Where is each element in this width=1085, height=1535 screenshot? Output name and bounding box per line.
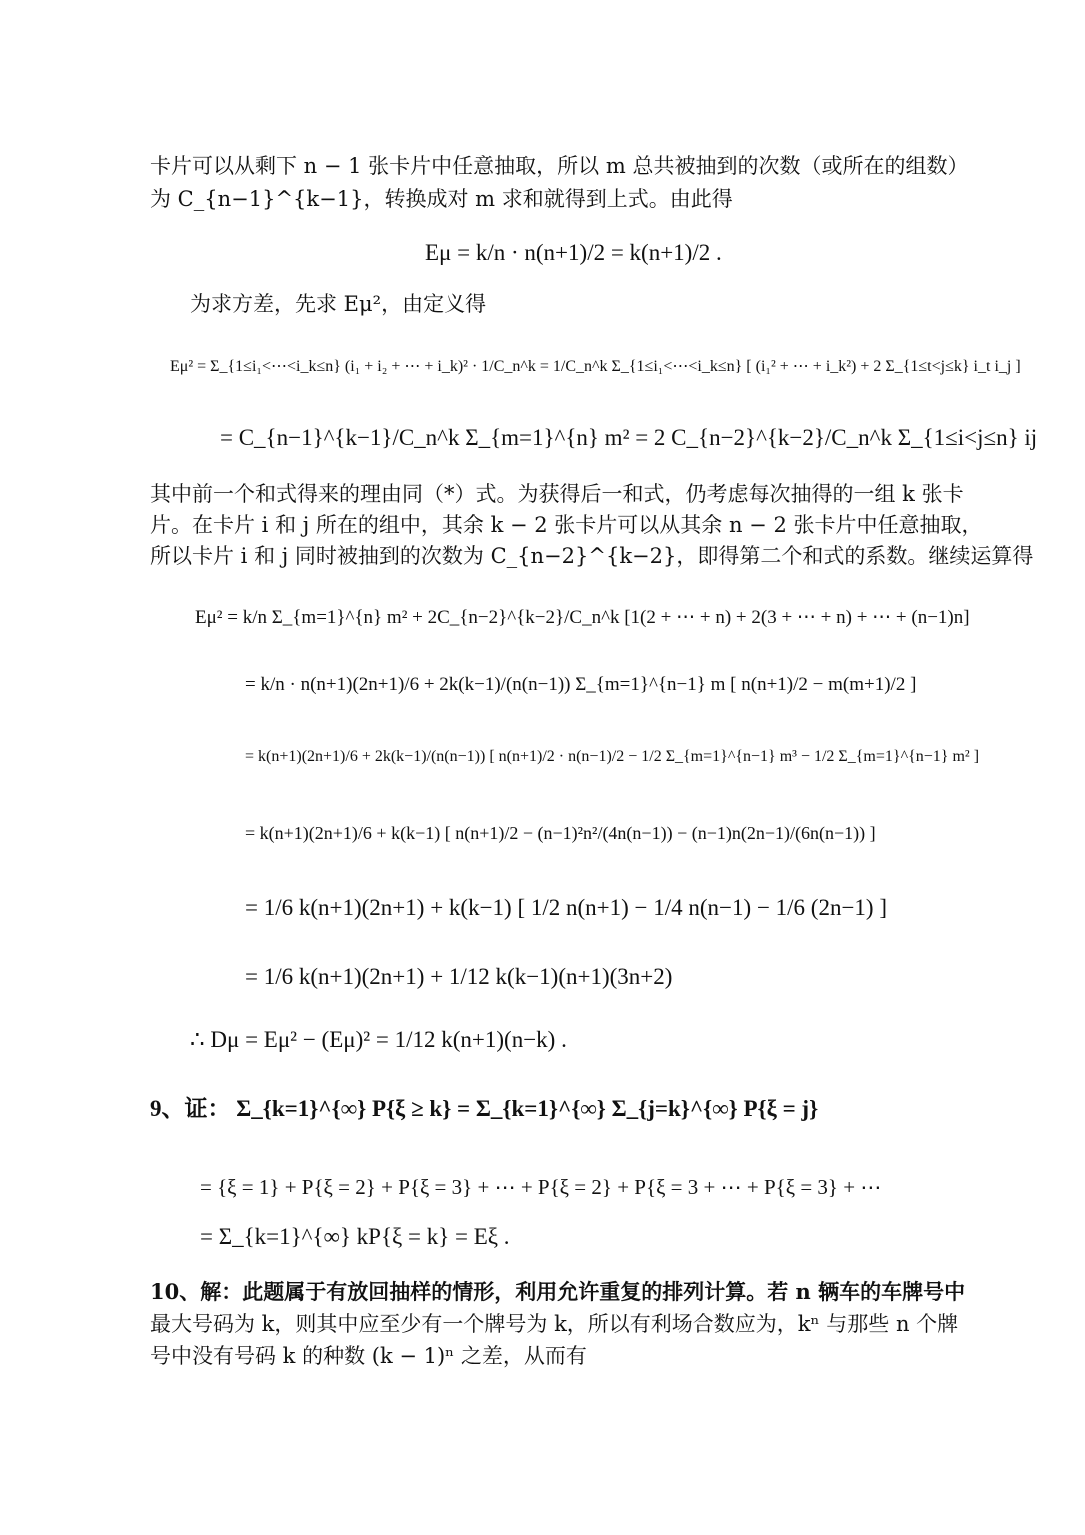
text-line: 为求方差，先求 Eμ²，由定义得 bbox=[190, 292, 487, 316]
formula-line: = 1/6 k(n+1)(2n+1) + k(k−1) [ 1/2 n(n+1) − 1/4 n(n−1) − 1/6 (2n−1) ] bbox=[245, 895, 888, 920]
problem-9-line: 9、证： Σ_{k=1}^{∞} P{ξ ≥ k} = Σ_{k=1}^{∞} Σ_{j=k}^{∞} P{ξ = j} bbox=[150, 1096, 819, 1121]
formula-line: = k(n+1)(2n+1)/6 + 2k(k−1)/(n(n−1)) [ n(n+1)/2 · n(n−1)/2 − 1/2 Σ_{m=1}^{n−1} m³ − 1/2 Σ_{m=1}^{n−1} m² ] bbox=[245, 748, 980, 765]
formula-line: Eμ² = k/n Σ_{m=1}^{n} m² + 2C_{n−2}^{k−2}/C_n^k [1(2 + ⋯ + n) + 2(3 + ⋯ + n) + ⋯ + (n−1)n] bbox=[195, 607, 970, 628]
formula-line: = Σ_{k=1}^{∞} kP{ξ = k} = Eξ . bbox=[200, 1224, 510, 1249]
text-line: 片。在卡片 i 和 j 所在的组中，其余 k − 2 张卡片可以从其余 n − 2 张卡片中任意抽取， bbox=[150, 513, 983, 537]
formula-line: ∴ Dμ = Eμ² − (Eμ)² = 1/12 k(n+1)(n−k) . bbox=[190, 1027, 567, 1052]
problem-10-line: 10、解：此题属于有放回抽样的情形，利用允许重复的排列计算。若 n 辆车的车牌号中 bbox=[150, 1279, 966, 1304]
text-line: 其中前一个和式得来的理由同（*）式。为获得后一和式，仍考虑每次抽得的一组 k 张卡 bbox=[150, 482, 964, 506]
text-line: 为 C_{n−1}^{k−1}，转换成对 m 求和就得到上式。由此得 bbox=[150, 187, 733, 211]
text-line: 所以卡片 i 和 j 同时被抽到的次数为 C_{n−2}^{k−2}，即得第二个和式的系数。继续运算得 bbox=[150, 544, 1034, 568]
text-line: 卡片可以从剩下 n − 1 张卡片中任意抽取，所以 m 总共被抽到的次数（或所在的组数） bbox=[150, 154, 969, 178]
formula-line: = k/n · n(n+1)(2n+1)/6 + 2k(k−1)/(n(n−1)) Σ_{m=1}^{n−1} m [ n(n+1)/2 − m(m+1)/2 ] bbox=[245, 674, 917, 695]
formula-line: Eμ = k/n · n(n+1)/2 = k(n+1)/2 . bbox=[425, 240, 722, 265]
formula-line: = C_{n−1}^{k−1}/C_n^k Σ_{m=1}^{n} m² = 2 C_{n−2}^{k−2}/C_n^k Σ_{1≤i<j≤n} ij bbox=[220, 425, 1038, 450]
formula-line: = {ξ = 1} + P{ξ = 2} + P{ξ = 3} + ⋯ + P{ξ = 2} + P{ξ = 3 + ⋯ + P{ξ = 3} + ⋯ bbox=[200, 1175, 882, 1199]
text-line: 号中没有号码 k 的种数 (k − 1)ⁿ 之差，从而有 bbox=[150, 1344, 587, 1368]
formula-line: = k(n+1)(2n+1)/6 + k(k−1) [ n(n+1)/2 − (n−1)²n²/(4n(n−1)) − (n−1)n(2n−1)/(6n(n−1)) ] bbox=[245, 823, 876, 843]
text-line: 最大号码为 k，则其中应至少有一个牌号为 k，所以有利场合数应为，kⁿ 与那些 n 个牌 bbox=[150, 1312, 959, 1336]
formula-line: = 1/6 k(n+1)(2n+1) + 1/12 k(k−1)(n+1)(3n+2) bbox=[245, 964, 673, 989]
formula-line: Eμ² = Σ_{1≤i₁<⋯<i_k≤n} (i₁ + i₂ + ⋯ + i_k)² · 1/C_n^k = 1/C_n^k Σ_{1≤i₁<⋯<i_k≤n} [ (i₁² + ⋯ + i_k²) + 2 Σ_{1≤t<j≤k} i_t i_j ] bbox=[170, 358, 1021, 375]
